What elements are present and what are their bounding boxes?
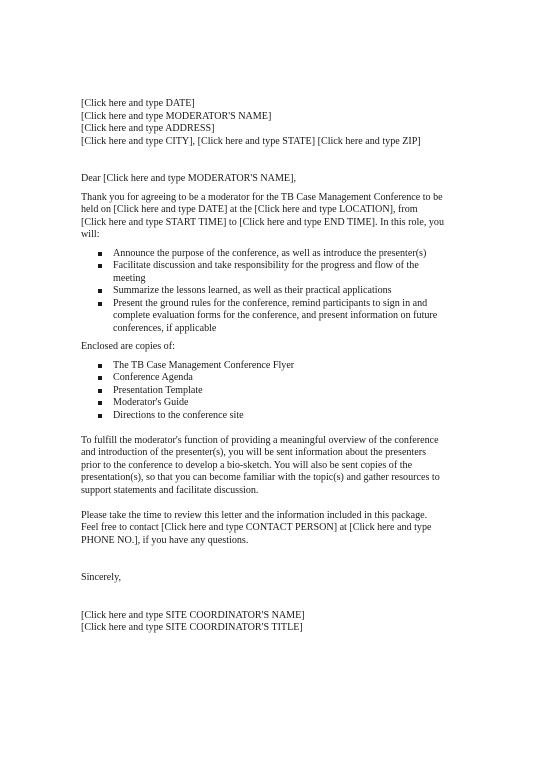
square-bullet-icon (98, 401, 102, 405)
square-bullet-icon (98, 389, 102, 393)
salutation: Dear [Click here and type MODERATOR'S NAME], (81, 173, 296, 184)
square-bullet-icon (98, 252, 102, 256)
enclosed-list (81, 360, 473, 423)
city-state-zip-field[interactable]: [Click here and type CITY], [Click here and type STATE] [Click here and type ZIP] (81, 135, 421, 147)
site-coordinator-name-field[interactable]: [Click here and type SITE COORDINATOR'S NAME] (81, 609, 305, 621)
review-paragraph: Please take the time to review this letter and the information included in this package. Feel free to contact [Click here and type CONTACT PERSON] at [Click here and type PHONE NO.], if you have any questions. (81, 509, 432, 546)
square-bullet-icon (98, 289, 102, 293)
list-item: Present the ground rules for the conference, remind participants to sign in and complete evaluation forms for the conference, and present information on future conferences, if applicable (81, 298, 473, 336)
square-bullet-icon (98, 264, 102, 268)
function-paragraph: To fulfill the moderator's function of providing a meaningful overview of the conference and introduction of the presenter(s), you will be sent information about the presenters prior to the conference to develop a bio-sketch. You will also be sent copies of the presentation(s), so that you can become familiar with the topic(s) and gather resources to support statements and facilitate discussion. (81, 434, 440, 496)
address-block (81, 98, 473, 148)
list-item: Announce the purpose of the conference, as well as introduce the presenter(s) (81, 248, 473, 261)
enclosed-heading: Enclosed are copies of: (81, 341, 175, 352)
intro-line: [Click here and type START TIME] to [Click here and type END TIME]. In this role, you (81, 216, 445, 228)
list-item: The TB Case Management Conference Flyer (81, 360, 473, 373)
moderator-name-field[interactable]: [Click here and type MODERATOR'S NAME] (81, 110, 272, 122)
square-bullet-icon (98, 302, 102, 306)
list-item: Directions to the conference site (81, 410, 473, 423)
letter-body (81, 98, 473, 635)
site-coordinator-title-field[interactable]: [Click here and type SITE COORDINATOR'S TITLE] (81, 622, 303, 633)
intro-paragraph (81, 192, 473, 242)
intro-line: Thank you for agreeing to be a moderator for the TB Case Management Conference to be (81, 191, 443, 203)
list-item: Moderator's Guide (81, 397, 473, 410)
date-field[interactable]: [Click here and type DATE] (81, 98, 195, 109)
square-bullet-icon (98, 376, 102, 380)
list-item: Facilitate discussion and take responsibility for the progress and flow of the meeting (81, 260, 473, 285)
address-field[interactable]: [Click here and type ADDRESS] (81, 123, 215, 134)
square-bullet-icon (98, 414, 102, 418)
intro-line: will: (81, 229, 100, 240)
closing: Sincerely, (81, 572, 121, 583)
list-item: Summarize the lessons learned, as well as their practical applications (81, 285, 473, 298)
role-list (81, 248, 473, 336)
list-item: Conference Agenda (81, 372, 473, 385)
square-bullet-icon (98, 364, 102, 368)
signature-block (81, 610, 473, 635)
intro-line: held on [Click here and type DATE] at the [Click here and type LOCATION], from (81, 204, 418, 215)
list-item: Presentation Template (81, 385, 473, 398)
